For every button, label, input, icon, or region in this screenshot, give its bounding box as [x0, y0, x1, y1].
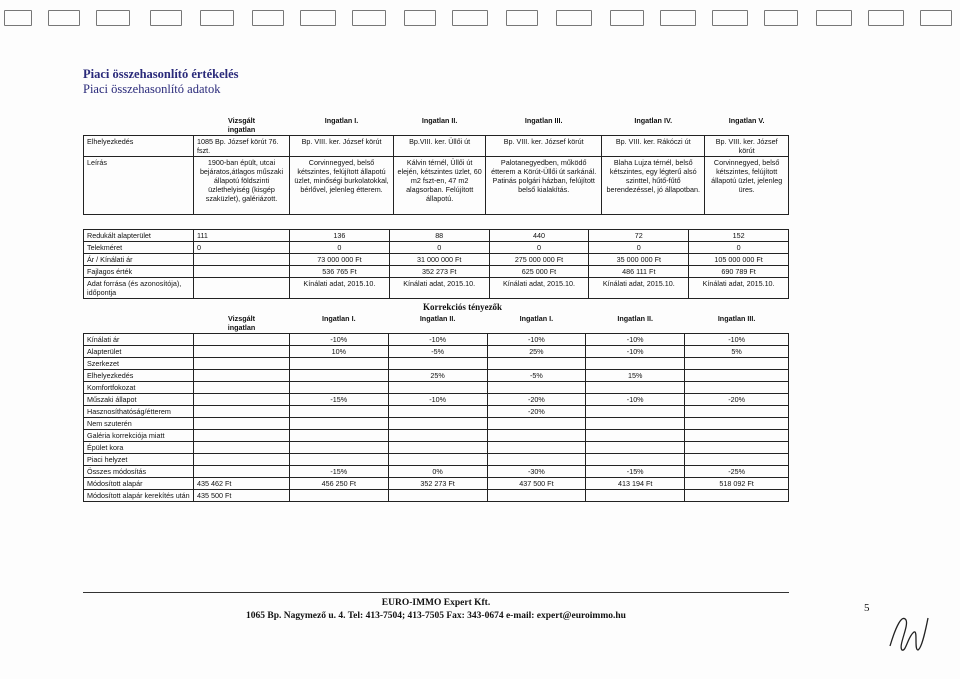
page-number: 5 [864, 602, 870, 614]
table-cell: -20% [487, 406, 586, 418]
table-cell [290, 454, 389, 466]
table-cell [388, 454, 487, 466]
binder-hole [506, 10, 538, 26]
table-cell [388, 358, 487, 370]
binder-hole [920, 10, 952, 26]
table-cell [194, 346, 290, 358]
table-cell: Bp. VIII. ker. József körút [705, 136, 789, 157]
table-row [84, 136, 789, 157]
table-cell: -10% [586, 346, 685, 358]
table-cell: -15% [586, 466, 685, 478]
table-row [84, 358, 789, 370]
table-cell [194, 394, 290, 406]
header-correction-4: Ingatlan II. [586, 313, 685, 334]
table-row [84, 490, 789, 502]
row-label: Szerkezet [84, 358, 194, 370]
table-cell: 413 194 Ft [586, 478, 685, 490]
row-label: Galéria korrekciója miatt [84, 430, 194, 442]
binder-hole [712, 10, 748, 26]
table-cell: 352 273 Ft [388, 478, 487, 490]
table-row [84, 242, 789, 254]
table-cell: 0 [389, 242, 489, 254]
table-cell [290, 418, 389, 430]
row-label: Műszaki állapot [84, 394, 194, 406]
binder-hole [300, 10, 336, 26]
binder-hole [4, 10, 32, 26]
table-cell [685, 430, 789, 442]
table-cell: -10% [388, 394, 487, 406]
binder-hole [660, 10, 696, 26]
table-cell [487, 490, 586, 502]
table-cell [487, 418, 586, 430]
table-row [84, 230, 789, 242]
table-cell: Corvinnegyed, belső kétszintes, felújított állapotú üzlet, minőségi burkolatokkal, bérlővel, jelenleg étterem. [290, 157, 394, 215]
row-label: Alapterület [84, 346, 194, 358]
row-label: Épület kora [84, 442, 194, 454]
row-label: Adat forrása (és azonosítója), időpontja [84, 278, 194, 299]
table-cell [194, 454, 290, 466]
table-cell: -10% [586, 334, 685, 346]
signature-mark [884, 606, 932, 656]
table-row [84, 466, 789, 478]
table-cell: 88 [389, 230, 489, 242]
table-cell: Kínálati adat, 2015.10. [290, 278, 390, 299]
binder-hole [868, 10, 904, 26]
table-cell [290, 442, 389, 454]
table-cell [388, 382, 487, 394]
table-cell [194, 406, 290, 418]
table-cell: -5% [388, 346, 487, 358]
table-cell: 1085 Bp. József körút 76. fszt. [194, 136, 290, 157]
header-property-1: Ingatlan I. [290, 115, 394, 136]
table-cell: Bp.VIII. ker. Üllői út [394, 136, 486, 157]
footer-address: 1065 Bp. Nagymező u. 4. Tel: 413-7504; 413-7505 Fax: 343-0674 e-mail: expert@euroimmo.hu [246, 611, 626, 621]
table-cell: -20% [685, 394, 789, 406]
table-cell: 136 [290, 230, 390, 242]
table-cell: -30% [487, 466, 586, 478]
table-row [84, 478, 789, 490]
table-cell [685, 358, 789, 370]
row-label: Elhelyezkedés [84, 136, 194, 157]
table-cell: 0 [689, 242, 789, 254]
row-label: Kínálati ár [84, 334, 194, 346]
header-property-2: Ingatlan II. [394, 115, 486, 136]
table-cell: 435 462 Ft [194, 478, 290, 490]
footer-divider [83, 592, 789, 593]
table-cell: 0 [290, 242, 390, 254]
table-row [84, 370, 789, 382]
table-cell: 440 [489, 230, 589, 242]
table-cell: 10% [290, 346, 389, 358]
table-cell: Kínálati adat, 2015.10. [489, 278, 589, 299]
table-cell: Kálvin térnél, Üllői út elején, kétszintes üzlet, 60 m2 fszt-en, 47 m2 alagsorban. Felújított állapotú. [394, 157, 486, 215]
table-cell [685, 442, 789, 454]
table-cell: Bp. VIII. ker. József körút [290, 136, 394, 157]
table-cell: 0 [194, 242, 290, 254]
table-cell: Corvinnegyed, belső kétszintes, felújított állapotú üzlet, jelenleg üres. [705, 157, 789, 215]
table-cell [586, 430, 685, 442]
table-row [84, 346, 789, 358]
table-cell [685, 418, 789, 430]
table-row [84, 394, 789, 406]
row-label: Fajlagos érték [84, 266, 194, 278]
table-cell [290, 490, 389, 502]
row-label: Módosított alapár kerekítés után [84, 490, 194, 502]
table-row [84, 254, 789, 266]
row-label: Redukált alapterület [84, 230, 194, 242]
table-cell: Kínálati adat, 2015.10. [589, 278, 689, 299]
table-cell: -25% [685, 466, 789, 478]
row-label: Leírás [84, 157, 194, 215]
correction-body [84, 334, 789, 502]
table-cell: Bp. VIII. ker. Rákóczi út [602, 136, 705, 157]
binder-hole [252, 10, 284, 26]
table-cell [685, 406, 789, 418]
correction-title: Korrekciós tényezők [423, 302, 503, 312]
table-cell [487, 442, 586, 454]
binder-hole [96, 10, 130, 26]
binder-hole [200, 10, 234, 26]
table-cell: 456 250 Ft [290, 478, 389, 490]
table-cell: 31 000 000 Ft [389, 254, 489, 266]
table-cell [194, 418, 290, 430]
header-correction-2: Ingatlan II. [388, 313, 487, 334]
table-cell: 25% [487, 346, 586, 358]
row-label: Ár / Kínálati ár [84, 254, 194, 266]
table-cell [586, 442, 685, 454]
table-cell [388, 406, 487, 418]
table-cell: 690 789 Ft [689, 266, 789, 278]
table-cell: 518 092 Ft [685, 478, 789, 490]
table-cell [388, 418, 487, 430]
table-cell: 0 [489, 242, 589, 254]
table-cell: -20% [487, 394, 586, 406]
row-label: Telekméret [84, 242, 194, 254]
table-cell: Kínálati adat, 2015.10. [689, 278, 789, 299]
footer-company: EURO-IMMO Expert Kft. [381, 598, 491, 608]
table-cell: -10% [685, 334, 789, 346]
binder-hole [404, 10, 436, 26]
row-label: Összes módosítás [84, 466, 194, 478]
table-row [84, 430, 789, 442]
table-cell [487, 382, 586, 394]
binder-hole [816, 10, 852, 26]
header-property-5: Ingatlan V. [705, 115, 789, 136]
table-cell: 486 111 Ft [589, 266, 689, 278]
row-label: Elhelyezkedés [84, 370, 194, 382]
table-cell [194, 370, 290, 382]
table-row [84, 157, 789, 215]
table-cell [194, 254, 290, 266]
row-label: Hasznosíthatóság/étterem [84, 406, 194, 418]
table-cell [586, 358, 685, 370]
header-property-3: Ingatlan III. [486, 115, 602, 136]
table-cell [586, 406, 685, 418]
table-cell [487, 454, 586, 466]
table-cell: 152 [689, 230, 789, 242]
table-cell: 352 273 Ft [389, 266, 489, 278]
table-cell [685, 490, 789, 502]
binder-hole [48, 10, 80, 26]
table-cell: 0% [388, 466, 487, 478]
table-cell: 435 500 Ft [194, 490, 290, 502]
table-cell [586, 382, 685, 394]
table-row [84, 266, 789, 278]
table-cell [194, 266, 290, 278]
table-cell: -10% [388, 334, 487, 346]
table-cell [290, 382, 389, 394]
table-cell: Blaha Lujza térnél, belső kétszintes, egy légterű alsó szinttel, hűtő-fűtő berendezéssel, jó állapotban. [602, 157, 705, 215]
table-cell [487, 430, 586, 442]
table-cell: -10% [586, 394, 685, 406]
table-cell: Kínálati adat, 2015.10. [389, 278, 489, 299]
table-cell [586, 454, 685, 466]
table-cell: -15% [290, 466, 389, 478]
binder-hole [764, 10, 798, 26]
table-header-row [84, 115, 789, 136]
table-cell: -15% [290, 394, 389, 406]
header-correction-3: Ingatlan I. [487, 313, 586, 334]
table-cell [194, 466, 290, 478]
table-row [84, 454, 789, 466]
header-correction-5: Ingatlan III. [685, 313, 789, 334]
table-cell [194, 442, 290, 454]
table-cell: 105 000 000 Ft [689, 254, 789, 266]
table-cell [290, 430, 389, 442]
table-cell [487, 358, 586, 370]
property-description-table [83, 115, 789, 215]
row-label: Módosított alapár [84, 478, 194, 490]
table-cell [194, 278, 290, 299]
table-cell: 437 500 Ft [487, 478, 586, 490]
table-cell [194, 358, 290, 370]
table-cell: 536 765 Ft [290, 266, 390, 278]
table-cell [388, 490, 487, 502]
table-cell [388, 442, 487, 454]
table-cell [685, 370, 789, 382]
table-cell: -10% [487, 334, 586, 346]
table-cell [586, 490, 685, 502]
table-cell [194, 382, 290, 394]
table-cell [388, 430, 487, 442]
table-cell: 73 000 000 Ft [290, 254, 390, 266]
table-row [84, 406, 789, 418]
table-cell [290, 370, 389, 382]
property-figures-table [83, 229, 789, 299]
header-subject: Vizsgált ingatlan [194, 313, 290, 334]
header-correction-1: Ingatlan I. [290, 313, 389, 334]
row-label: Nem szuterén [84, 418, 194, 430]
table-cell: Palotanegyedben, működő étterem a Körút-Üllői út sarkánál. Patinás polgári házban, felújított belső kialakítás. [486, 157, 602, 215]
table-cell: 275 000 000 Ft [489, 254, 589, 266]
table-cell [194, 334, 290, 346]
table-row [84, 418, 789, 430]
binder-hole [150, 10, 182, 26]
table-cell: 111 [194, 230, 290, 242]
table-cell: 1900-ban épült, utcai bejáratos,átlagos műszaki állapotú földszinti üzlethelyiség (kisgép szaküzlet), galériázott. [194, 157, 290, 215]
table-cell: 35 000 000 Ft [589, 254, 689, 266]
row-label: Komfortfokozat [84, 382, 194, 394]
correction-table [83, 313, 789, 502]
table-cell [685, 382, 789, 394]
table-cell: 15% [586, 370, 685, 382]
table-header-row [84, 313, 789, 334]
table-row [84, 278, 789, 299]
binder-hole [452, 10, 488, 26]
table-cell: 25% [388, 370, 487, 382]
table-row [84, 442, 789, 454]
table-cell: Bp. VIII. ker. József körút [486, 136, 602, 157]
table-row [84, 382, 789, 394]
binder-hole [556, 10, 592, 26]
table-cell: 0 [589, 242, 689, 254]
binder-hole [610, 10, 644, 26]
header-property-4: Ingatlan IV. [602, 115, 705, 136]
row-label: Piaci helyzet [84, 454, 194, 466]
table-cell [586, 418, 685, 430]
page-subtitle: Piaci összehasonlító adatok [83, 82, 221, 96]
table-cell: -10% [290, 334, 389, 346]
table-cell [290, 406, 389, 418]
table-cell: 625 000 Ft [489, 266, 589, 278]
page-title: Piaci összehasonlító értékelés [83, 67, 239, 81]
table-cell [685, 454, 789, 466]
binder-holes [0, 10, 960, 32]
table-cell: -5% [487, 370, 586, 382]
table-cell: 72 [589, 230, 689, 242]
header-subject: Vizsgált ingatlan [194, 115, 290, 136]
table-cell [194, 430, 290, 442]
table-cell [290, 358, 389, 370]
table-cell: 5% [685, 346, 789, 358]
table-row [84, 334, 789, 346]
binder-hole [352, 10, 386, 26]
